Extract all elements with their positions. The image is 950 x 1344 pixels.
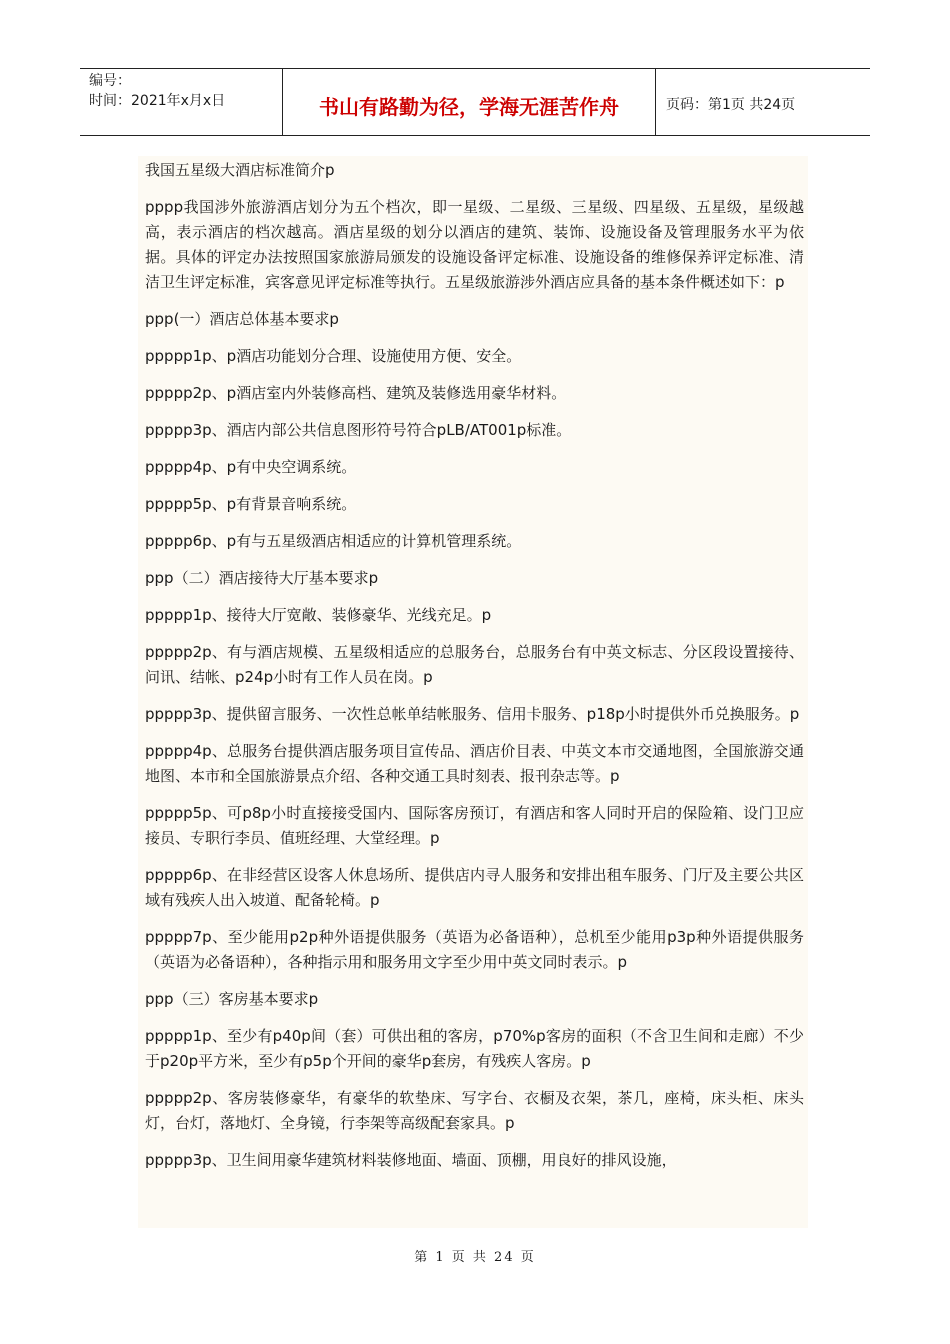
paragraph: ppppp2p、p酒店室内外装修高档、建筑及装修选用豪华材料。	[145, 384, 567, 402]
paragraph: pppp我国涉外旅游酒店划分为五个档次，即一星级、二星级、三星级、四星级、五星级，星级越高，表示酒店的档次越高。酒店星级的划分以酒店的建筑、装饰、设施设备及管理服务水平为依据。具体的评定办法按照国家旅游局颁发的设施设备评定标准、设施设备的维修保养评定标准、清洁卫生评定标准，宾客意见评定标准等执行。五星级旅游涉外酒店应具备的基本条件概述如下：p	[145, 198, 804, 291]
date-line: 时间：2021年x月x日	[89, 93, 226, 109]
paragraph: ppppp3p、提供留言服务、一次性总帐单结帐服务、信用卡服务、p18p小时提供外币兑换服务。p	[145, 705, 800, 723]
paragraph: ppppp3p、酒店内部公共信息图形符号符合pLB/AT001p标准。	[145, 421, 572, 439]
paragraph: ppppp5p、可p8p小时直接接受国内、国际客房预订，有酒店和客人同时开启的保险箱、设门卫应接员、专职行李员、值班经理、大堂经理。p	[145, 804, 804, 847]
paragraph: ppppp1p、至少有p40p间（套）可供出租的客房，p70%p客房的面积（不含卫生间和走廊）不少于p20p平方米，至少有p5p个开间的豪华p套房，有残疾人客房。p	[145, 1027, 804, 1070]
paragraph: ppppp6p、在非经营区设客人休息场所、提供店内寻人服务和安排出租车服务、门厅及主要公共区域有残疾人出入坡道、配备轮椅。p	[145, 866, 804, 909]
page-header	[80, 68, 870, 136]
header-page-info: 页码：第1页 共24页	[666, 97, 796, 113]
paragraph: ppppp1p、接待大厅宽敞、装修豪华、光线充足。p	[145, 606, 492, 624]
paragraph: ppppp3p、卫生间用豪华建筑材料装修地面、墙面、顶棚，用良好的排风设施，	[145, 1151, 677, 1169]
paragraph: ppppp4p、总服务台提供酒店服务项目宣传品、酒店价目表、中英文本市交通地图，全国旅游交通地图、本市和全国旅游景点介绍、各种交通工具时刻表、报刊杂志等。p	[145, 742, 804, 785]
header-motto: 书山有路勤为径，学海无涯苦作舟	[282, 69, 656, 135]
paragraph: ppppp2p、客房装修豪华，有豪华的软垫床、写字台、衣橱及衣架，茶几，座椅，床头柜、床头灯，台灯，落地灯、全身镜，行李架等高级配套家具。p	[145, 1089, 804, 1132]
paragraph: ppppp5p、p有背景音响系统。	[145, 495, 357, 513]
section-heading: ppp(一）酒店总体基本要求p	[145, 310, 339, 328]
paragraph: ppppp4p、p有中央空调系统。	[145, 458, 357, 476]
doc-title: 我国五星级大酒店标准简介p	[145, 161, 335, 179]
paragraph: ppppp2p、有与酒店规模、五星级相适应的总服务台，总服务台有中英文标志、分区段设置接待、问讯、结帐、p24p小时有工作人员在岗。p	[145, 643, 804, 686]
serial-label: 编号：	[89, 73, 131, 89]
paragraph: ppppp7p、至少能用p2p种外语提供服务（英语为必备语种），总机至少能用p3p种外语提供服务（英语为必备语种），各种指示用和服务用文字至少用中英文同时表示。p	[145, 928, 804, 971]
document-body	[138, 156, 808, 1228]
paragraph: ppppp6p、p有与五星级酒店相适应的计算机管理系统。	[145, 532, 522, 550]
section-heading: ppp（二）酒店接待大厅基本要求p	[145, 569, 379, 587]
page-footer: 第 1 页 共 24 页	[414, 1250, 536, 1265]
section-heading: ppp（三）客房基本要求p	[145, 990, 319, 1008]
header-meta	[80, 69, 282, 135]
paragraph: ppppp1p、p酒店功能划分合理、设施使用方便、安全。	[145, 347, 522, 365]
